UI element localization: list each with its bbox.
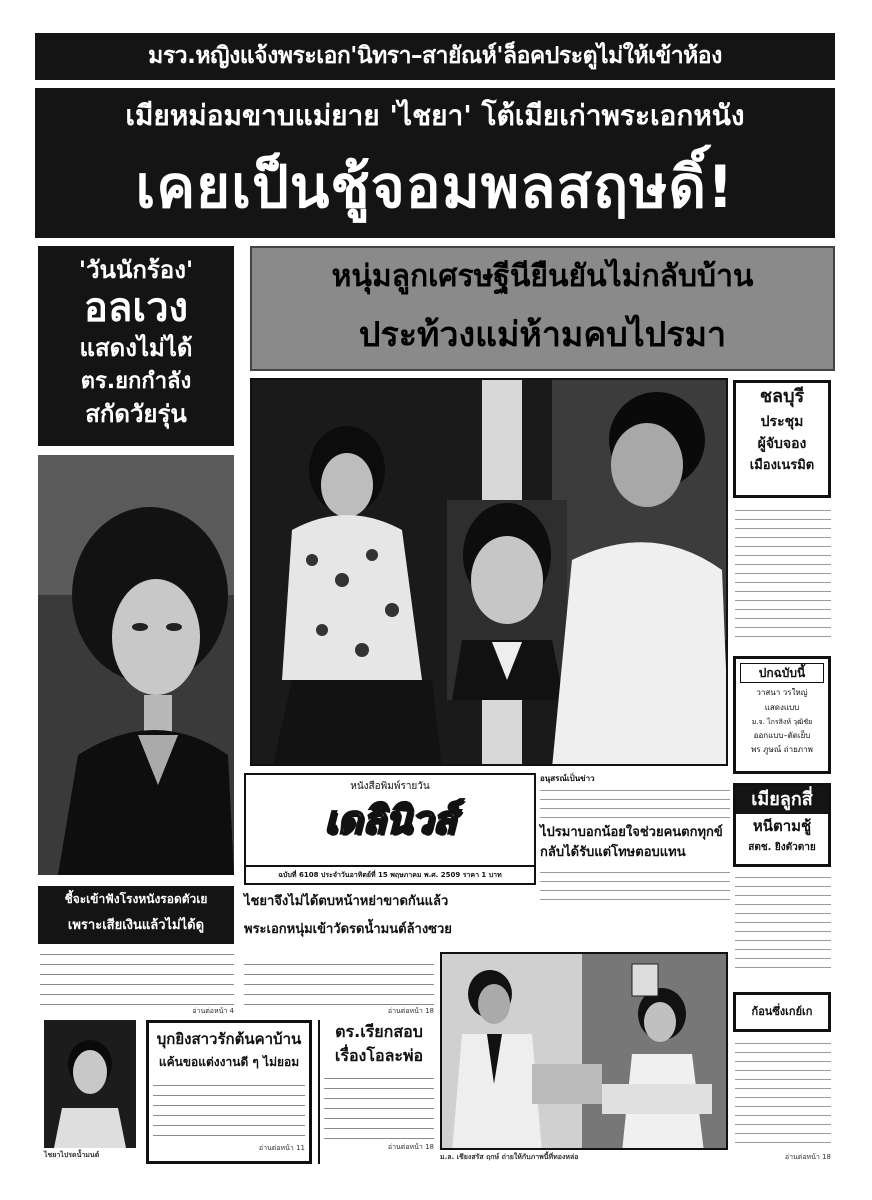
right-top-title: ชลบุรี: [759, 386, 805, 407]
bottom-center-photo: [440, 952, 728, 1150]
bottom-center-headline-2: พระเอกหนุ่มเข้าวัดรดน้ำมนต์ล้างซวย: [244, 922, 452, 937]
left-story-line-5: สกัดวัยรุ่น: [85, 400, 187, 428]
left-story-line-1: 'วันนักร้อง': [78, 256, 194, 284]
right-program-box: [733, 656, 831, 774]
right-top-line-2: ผู้จับจอง: [757, 436, 807, 452]
right-program-line-5: พร ภูษณ์ ถ่ายภาพ: [751, 745, 813, 754]
right-mid-box: [733, 783, 831, 867]
bottom-left-headline: [38, 886, 234, 944]
bottom-story-headline-2: แค้นขอแต่งงานดี ๆ ไม่ยอม: [158, 1055, 300, 1069]
caption-right-title: อนุสรณ์เป็นข่าว: [540, 774, 595, 783]
center-headline-line2: ประท้วงแม่ห้ามคบไปรมา: [358, 315, 727, 355]
right-bottom-box: [733, 992, 831, 1032]
police-story: [318, 1020, 434, 1164]
left-woman-photo-art: [38, 455, 234, 875]
masthead: [244, 773, 536, 885]
masthead-right-caption: [540, 773, 730, 913]
bottom-center-headline-1: ไชยาจึงไม่ได้ตบหน้าหย่าขาดกันแล้ว: [244, 894, 449, 909]
bottom-center-headline: [244, 888, 534, 954]
bottom-left-photo-caption: ไชยาไปรดน้ำมนต์: [44, 1151, 100, 1159]
main-headline-block: [35, 88, 835, 238]
left-story-line-4: ตร.ยกกำลัง: [80, 369, 192, 394]
bottom-left-headline-2: เพราะเสียเงินแล้วไม่ได้ดู: [67, 918, 205, 933]
center-main-photo: [250, 378, 728, 766]
left-story-line-2: อลเวง: [83, 285, 189, 331]
center-main-photo-art: [252, 380, 728, 766]
masthead-subtitle: หนังสือพิมพ์รายวัน: [350, 781, 430, 792]
bottom-left-photo-art: [44, 1020, 136, 1148]
bottom-left-headline-1: ชี้จะเข้าฟังโรงหนังรอดตัวเย: [64, 892, 208, 906]
left-woman-photo: [38, 455, 234, 875]
police-continue: อ่านต่อหน้า 18: [387, 1143, 434, 1151]
bottom-left-continue: อ่านต่อหน้า 4: [192, 1007, 234, 1015]
right-program-line-3: ม.จ. ไกรสิงห์ วุฒิชัย: [751, 718, 813, 726]
bottom-left-body: [40, 948, 234, 1008]
police-headline-1: ตร.เรียกสอบ: [335, 1022, 423, 1041]
bottom-center-continue: อ่านต่อหน้า 18: [387, 1007, 434, 1015]
bottom-photo-caption: ม.ล. เชียงสรัส ฤกษ์ ถ่ายให้กับภาพนี้ที่ทองหล่อ: [440, 1153, 579, 1161]
right-mid-line-2: สตช. ยิงตัวตาย: [748, 842, 816, 853]
right-top-line-1: ประชุม: [760, 414, 804, 430]
caption-right-text: ไปรมาบอกน้อยใจช่วยคนตกทุกข์ กลับได้รับแต่โทษตอบแทน: [540, 825, 723, 860]
masthead-info: ฉบับที่ 6108 ประจำวันอาทิตย์ที่ 15 พฤษภาคม พ.ศ. 2509 ราคา 1 บาท: [246, 865, 534, 885]
right-program-line-4: ออกแบบ–ตัดเย็บ: [753, 731, 811, 740]
right-top-box: [733, 380, 831, 498]
right-bottom-body: [735, 1038, 831, 1150]
center-headline-box: [250, 246, 835, 371]
right-mid-body: [735, 872, 831, 972]
bottom-story-box: [146, 1020, 312, 1164]
right-mid-line-1: หนีตามชู้: [752, 817, 812, 835]
left-story-line-3: แสดงไม่ได้: [79, 334, 193, 362]
right-mid-title: เมียลูกสี่: [736, 786, 828, 814]
right-bottom-title: ก้อนซึ่งเกย์เก: [751, 1005, 813, 1018]
headline-line1: เมียหม่อมขาบแม่ยาย 'ไชยา' โต้เมียเก่าพระเอกหนัง: [125, 99, 745, 132]
right-program-line-1: วาสนา วรใหญ่: [756, 688, 808, 697]
top-banner: [35, 33, 835, 80]
bottom-story-continue: อ่านต่อหน้า 11: [258, 1144, 305, 1152]
left-story-box: [38, 246, 234, 446]
police-headline-2: เรื่องโอละพ่อ: [334, 1046, 424, 1065]
bottom-center-body: [244, 958, 434, 1006]
headline-main: เคยเป็นชู้จอมพลสฤษดิ์!: [135, 153, 735, 221]
right-program-line-2: แสดงแบบ: [764, 703, 800, 712]
top-banner-text: มรว.หญิงแจ้งพระเอก'นิทรา–สายัณห์'ล็อคประตูไม่ให้เข้าห้อง: [148, 43, 722, 69]
bottom-left-photo: [44, 1020, 136, 1148]
right-top-body-text: [735, 505, 831, 650]
bottom-story-headline-1: บุกยิงสาวรักต้นคาบ้าน: [156, 1030, 302, 1048]
center-headline-line1: หนุ่มลูกเศรษฐีนียืนยันไม่กลับบ้าน: [331, 259, 754, 294]
right-bottom-continue: อ่านต่อหน้า 18: [784, 1153, 831, 1161]
right-top-line-3: เมืองเนรมิต: [749, 458, 815, 473]
bottom-center-photo-art: [442, 954, 728, 1150]
right-program-title: ปกฉบับนี้: [740, 663, 824, 683]
masthead-logo: เดลินิวส์: [324, 798, 456, 842]
